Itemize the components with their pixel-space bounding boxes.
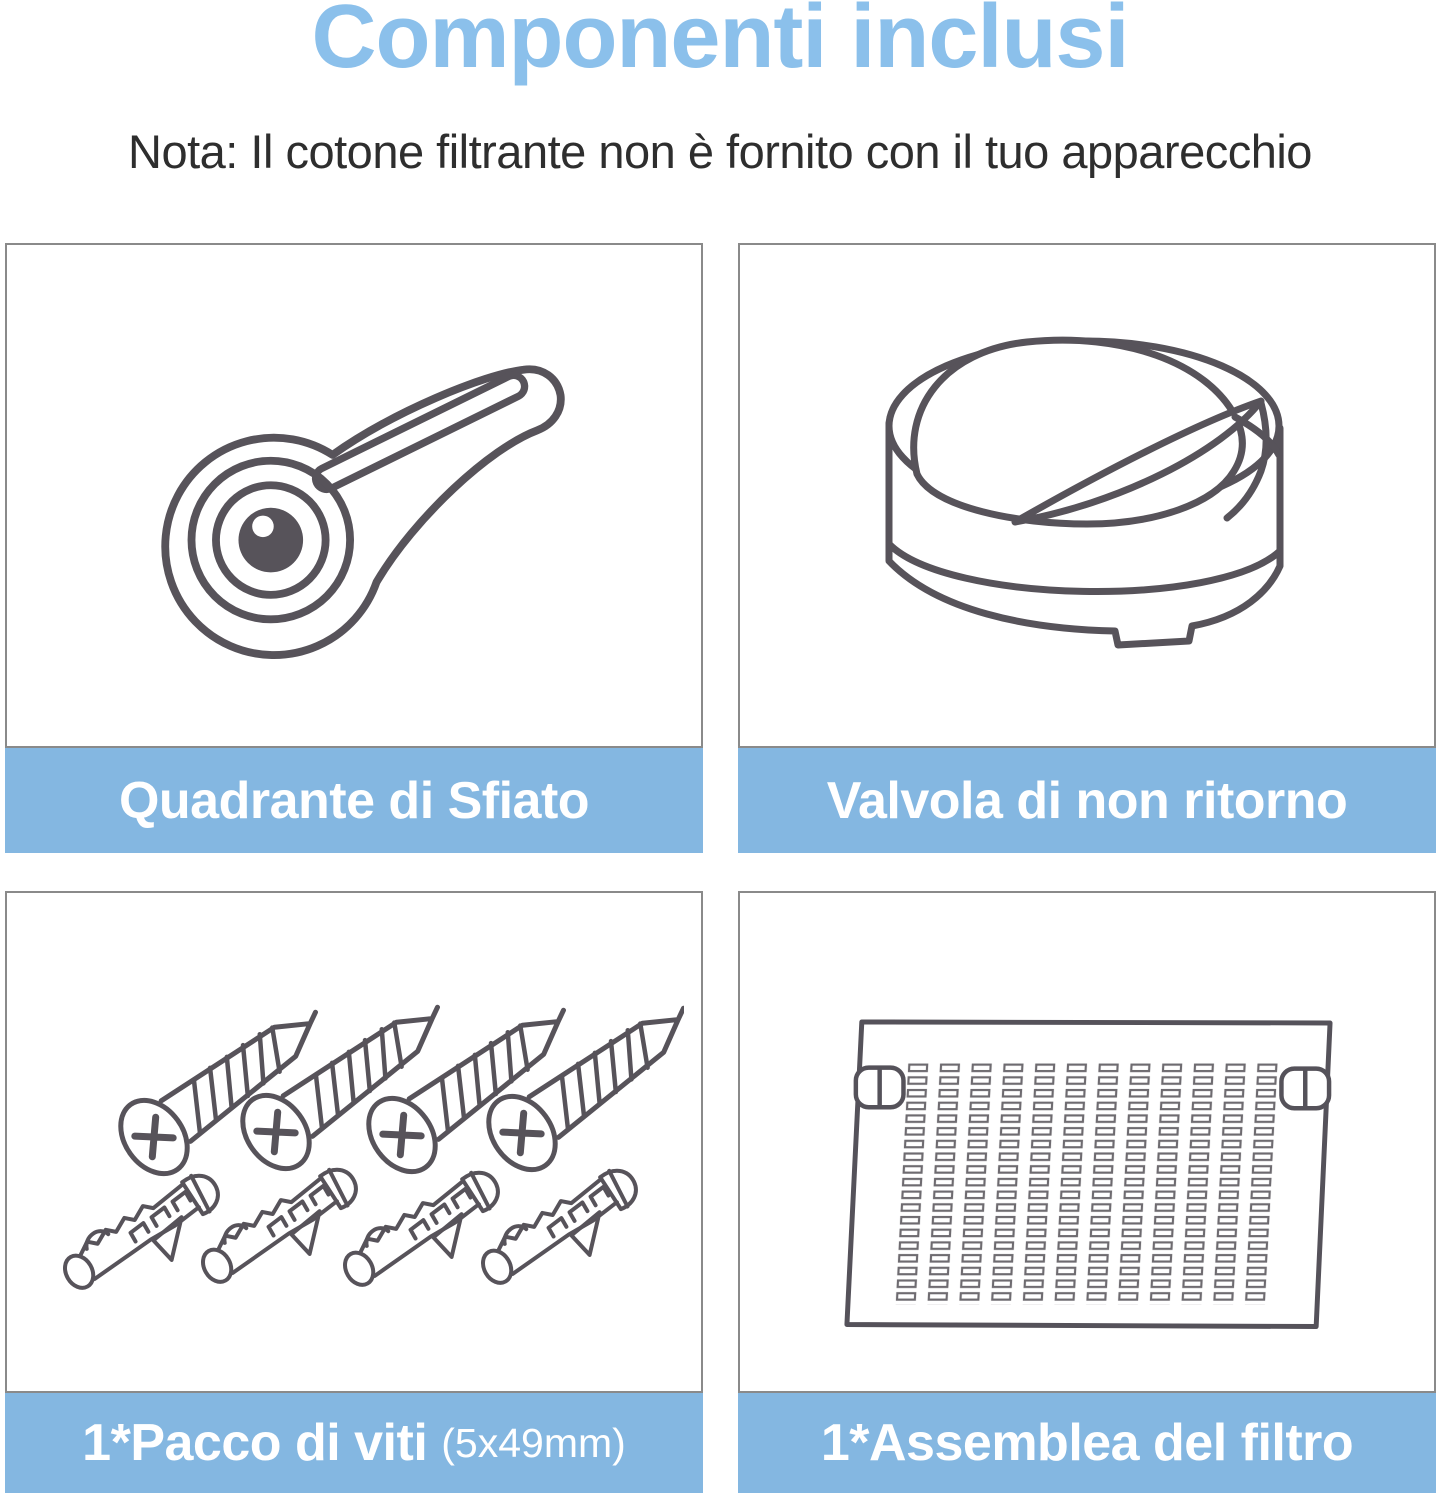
component-label-bar	[5, 748, 703, 853]
vent-dial-illustration	[99, 310, 609, 682]
component-label: Valvola di non ritorno	[826, 771, 1348, 830]
vent-dial-art-area	[5, 243, 703, 748]
component-label-bar	[5, 1393, 703, 1493]
filter-assembly-art-area	[738, 891, 1436, 1393]
component-label: 1*Pacco di viti	[82, 1414, 428, 1472]
card-vent-dial	[5, 243, 703, 853]
page-title: Componenti inclusi	[311, 0, 1129, 87]
card-check-valve	[738, 243, 1436, 853]
screw-pack-art-area	[5, 891, 703, 1393]
component-label-bar	[738, 1393, 1436, 1493]
component-label: 1*Assemblea del filtro	[820, 1414, 1354, 1472]
component-label-bar	[738, 748, 1436, 853]
filter-plate-illustration	[742, 893, 1432, 1392]
check-valve-art-area	[738, 243, 1436, 748]
component-label-suffix: (5x49mm)	[441, 1419, 626, 1466]
screws-and-anchors-illustration	[24, 972, 684, 1312]
component-label: Quadrante di Sfiato	[118, 771, 590, 830]
components-grid	[5, 243, 1436, 1493]
note-text: Nota: Il cotone filtrante non è fornito con il tuo apparecchio	[128, 125, 1312, 178]
card-filter-assembly	[738, 891, 1436, 1493]
check-valve-illustration	[837, 311, 1337, 681]
card-screw-pack	[5, 891, 703, 1493]
